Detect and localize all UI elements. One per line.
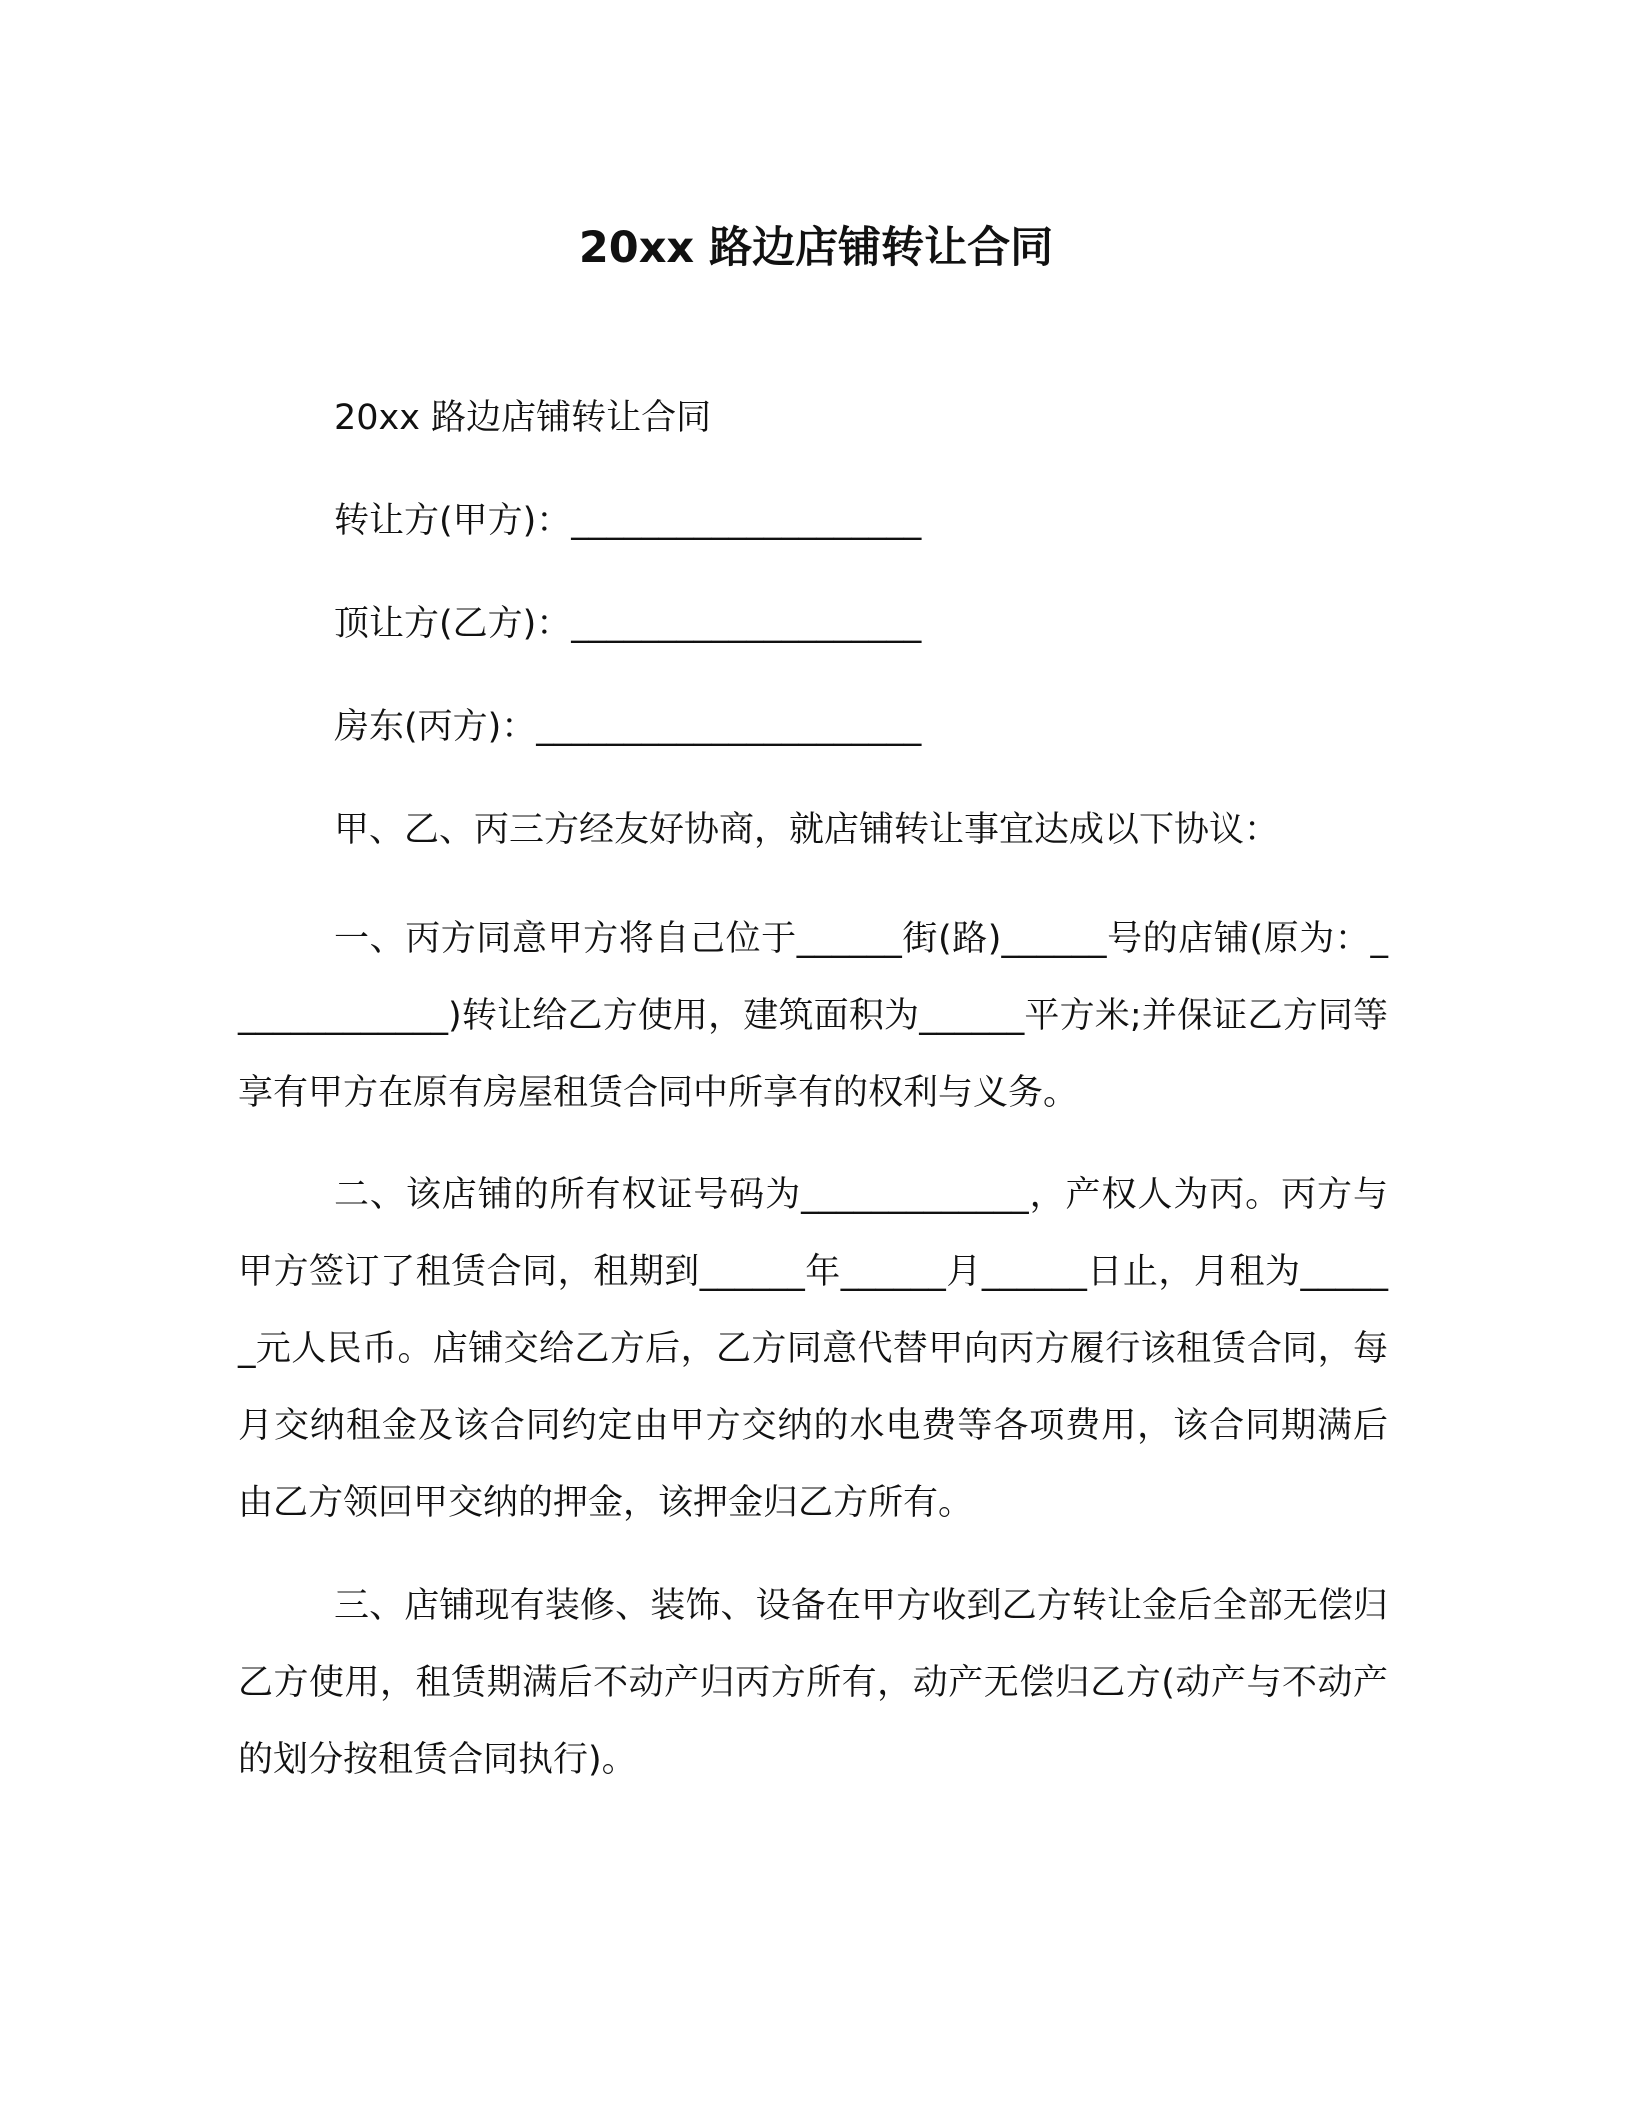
document-title: 20xx 路边店铺转让合同 xyxy=(578,223,1054,273)
party-b-line: 顶让方(乙方)：____________________ xyxy=(334,604,922,644)
clause-1-paragraph: 一、丙方同意甲方将自己位于______街(路)______号的店铺(原为：_____________)转让给乙方使用，建筑面积为______平方米;并保证乙方同等享有甲方在原有房屋租赁合同中所享有的权利与义务。 xyxy=(238,919,1388,1113)
party-c-line: 房东(丙方)：______________________ xyxy=(334,707,922,747)
intro-paragraph: 甲、乙、丙三方经友好协商，就店铺转让事宜达成以下协议： xyxy=(334,810,1280,850)
party-a-line: 转让方(甲方)：____________________ xyxy=(334,501,922,541)
document-subtitle: 20xx 路边店铺转让合同 xyxy=(334,398,712,438)
clause-3-paragraph: 三、店铺现有装修、装饰、设备在甲方收到乙方转让金后全部无偿归乙方使用，租赁期满后不动产归丙方所有，动产无偿归乙方(动产与不动产的划分按租赁合同执行)。 xyxy=(238,1586,1388,1780)
clause-2-paragraph: 二、该店铺的所有权证号码为_____________，产权人为丙。丙方与甲方签订了租赁合同，租期到______年______月______日止，月租为______元人民币。店铺交给乙方后，乙方同意代替甲向丙方履行该租赁合同，每月交纳租金及该合同约定由甲方交纳的水电费等各项费用，该合同期满后由乙方领回甲交纳的押金，该押金归乙方所有。 xyxy=(238,1175,1388,1523)
